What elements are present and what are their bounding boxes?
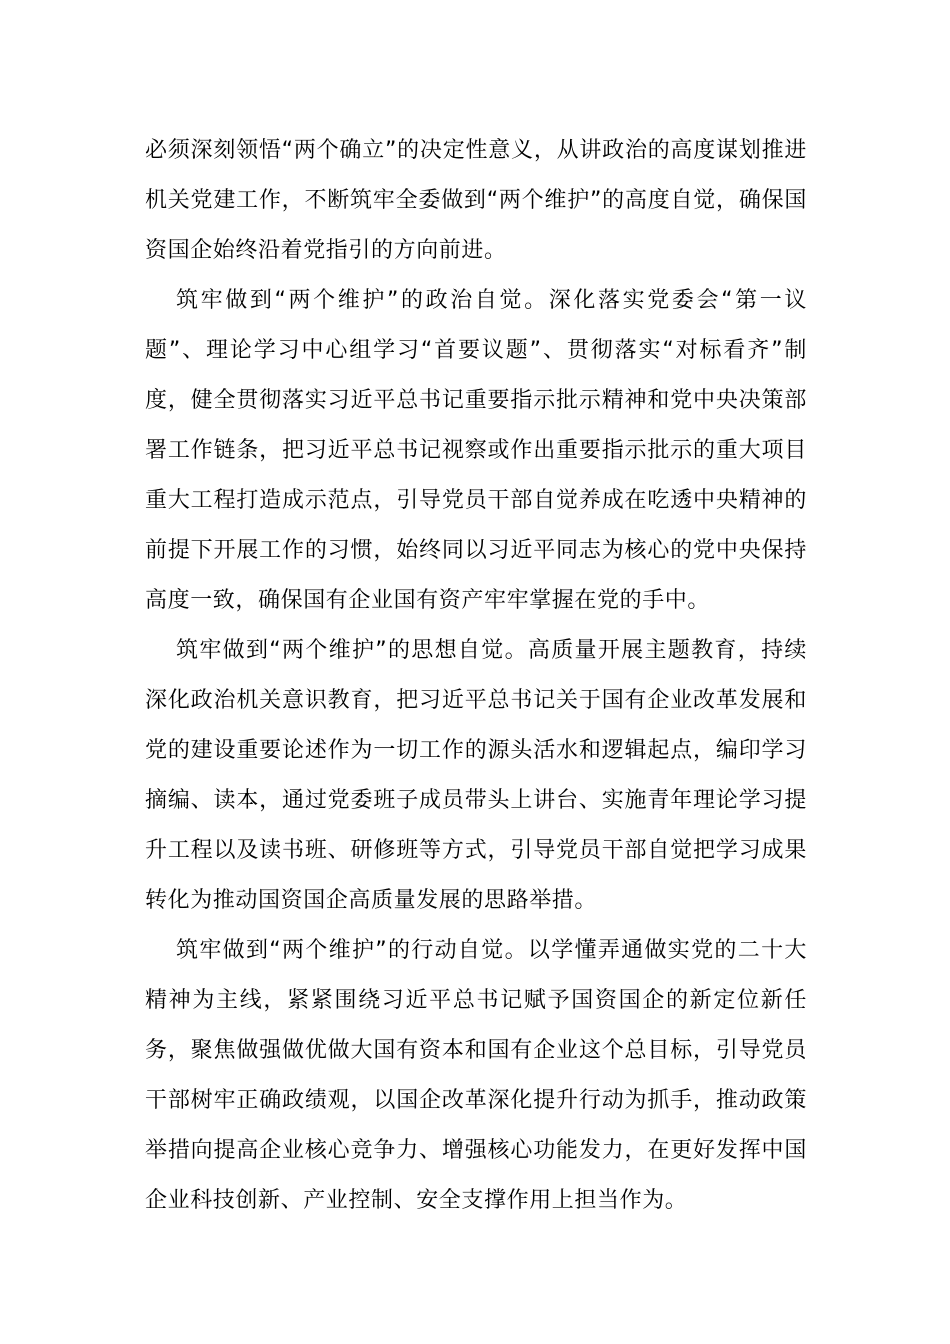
paragraph-political-awareness: 筑牢做到“两个维护”的政治自觉。深化落实党委会“第一议题”、理论学习中心组学习“首要议题”、贯彻落实“对标看齐”制度，健全贯彻落实习近平总书记重要指示批示精神和党中央决策部署工作链条，把习近平总书记视察或作出重要指示批示的重大项目重大工程打造成示范点，引导党员干部自觉养成在吃透中央精神的前提下开展工作的习惯，始终同以习近平同志为核心的党中央保持高度一致，确保国有企业国有资产牢牢掌握在党的手中。 [145,288,807,613]
paragraph-continuation: 必须深刻领悟“两个确立”的决定性意义，从讲政治的高度谋划推进机关党建工作，不断筑牢全委做到“两个维护”的高度自觉，确保国资国企始终沿着党指引的方向前进。 [145,138,807,263]
document-body [145,126,807,1226]
paragraph-ideological-awareness: 筑牢做到“两个维护”的思想自觉。高质量开展主题教育，持续深化政治机关意识教育，把习近平总书记关于国有企业改革发展和党的建设重要论述作为一切工作的源头活水和逻辑起点，编印学习摘编、读本，通过党委班子成员带头上讲台、实施青年理论学习提升工程以及读书班、研修班等方式，引导党员干部自觉把学习成果转化为推动国资国企高质量发展的思路举措。 [145,638,807,913]
paragraph-action-awareness: 筑牢做到“两个维护”的行动自觉。以学懂弄通做实党的二十大精神为主线，紧紧围绕习近平总书记赋予国资国企的新定位新任务，聚焦做强做优做大国有资本和国有企业这个总目标，引导党员干部树牢正确政绩观，以国企改革深化提升行动为抓手，推动政策举措向提高企业核心竞争力、增强核心功能发力，在更好发挥中国企业科技创新、产业控制、安全支撑作用上担当作为。 [145,938,807,1213]
